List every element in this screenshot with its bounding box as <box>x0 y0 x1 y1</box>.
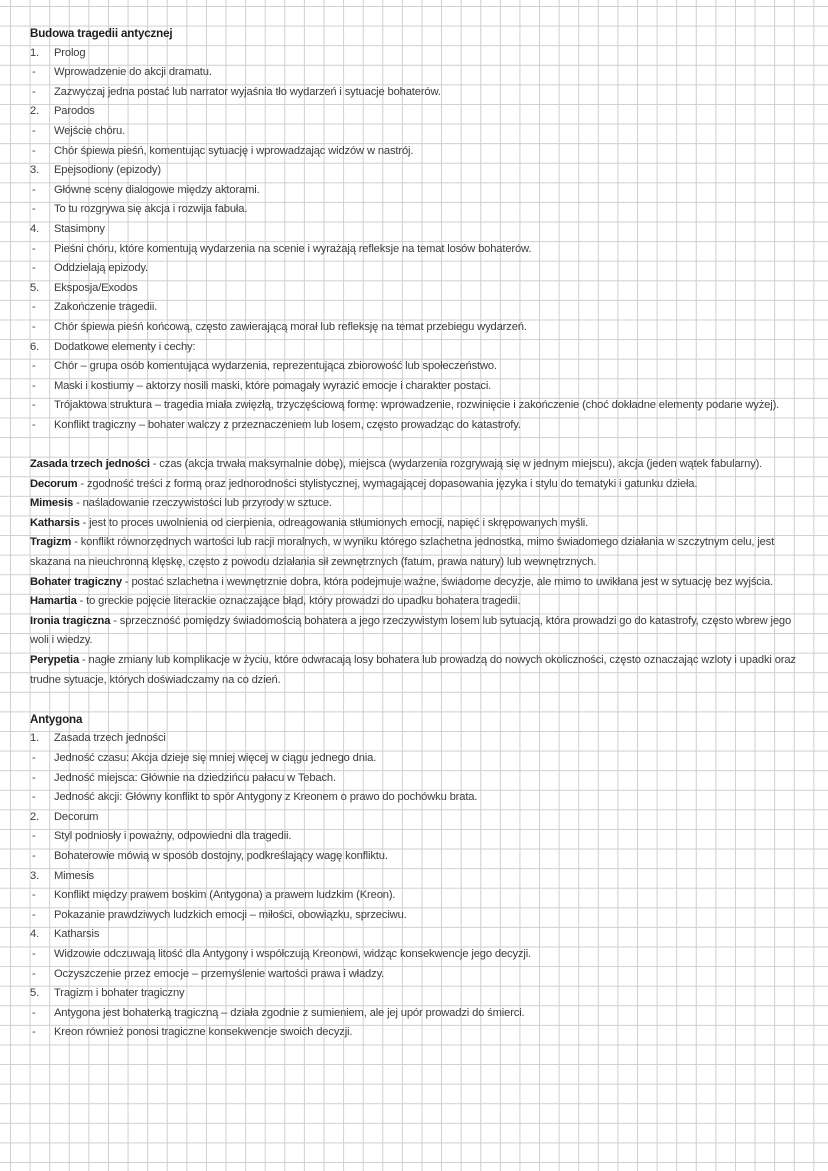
definition-bohater-tragiczny <box>30 573 810 593</box>
item-label: Zasada trzech jedności <box>54 732 166 745</box>
section2-item-mimesis: 3. Mimesis - Konflikt między prawem boskim (Antygona) a prawem ludzkim (Kreon). - Pokazanie prawdziwych ludzkich emocji – miłości, obowiązku, sprzeciwu. <box>30 867 810 926</box>
definition-text: - zgodność treści z formą oraz jednorodności stylistycznej, wymagającej dopasowania języka i stylu do tematyki i gatunku dzieła. <box>77 477 698 490</box>
list-item: Wprowadzenie do akcji dramatu. <box>54 66 212 79</box>
section2-item-katharsis: 4. Katharsis - Widzowie odczuwają litość dla Antygony i współczują Kreonowi, widząc konsekwencje jego decyzji. - Oczyszczenie przez emocje – przemyślenie wartości prawa i władzy. <box>30 925 810 984</box>
definition-perypetia <box>30 651 810 690</box>
list-item: Chór śpiewa pieśń, komentując sytuację i wprowadzając widzów w nastrój. <box>54 144 414 157</box>
item-number: 2. <box>30 810 40 823</box>
item-number: 4. <box>30 928 40 941</box>
list-item: Trójaktowa struktura – tragedia miała zwięzłą, trzyczęściową formę: wprowadzenie, rozwinięcie i zakończenie (choć dokładne elementy podane wyżej). <box>54 399 780 412</box>
definition-term: Hamartia <box>30 595 77 608</box>
item-number: 4. <box>30 222 40 235</box>
item-label: Eksposja/Exodos <box>54 281 138 294</box>
definitions <box>30 455 810 690</box>
item-number: 3. <box>30 164 40 177</box>
item-number: 2. <box>30 105 40 118</box>
definition-decorum <box>30 475 810 495</box>
definition-term: Ironia tragiczna <box>30 614 111 627</box>
definition-term: Zasada trzech jedności <box>30 458 150 471</box>
list-item: To tu rozgrywa się akcja i rozwija fabuła. <box>54 203 248 216</box>
section-title-antygona: Antygona <box>30 712 83 726</box>
definition-katharsis <box>30 514 810 534</box>
list-item: Widzowie odczuwają litość dla Antygony i współczują Kreonowi, widząc konsekwencje jego decyzji. <box>54 947 531 960</box>
list-item: Oddzielają epizody. <box>54 262 148 275</box>
definition-mimesis <box>30 494 810 514</box>
section1-item-stasimony: 4. Stasimony - Pieśni chóru, które komentują wydarzenia na scenie i wyrażają refleksje na temat losów bohaterów. - Oddzielają epizody. <box>30 220 810 279</box>
definition-term: Bohater tragiczny <box>30 575 122 588</box>
list-item: Konflikt tragiczny – bohater walczy z przeznaczeniem lub losem, często prowadząc do katastrofy. <box>54 418 521 431</box>
notes-page <box>30 24 810 1043</box>
definition-text: - sprzeczność pomiędzy świadomością bohatera a jego rzeczywistym losem lub sytuacją, która prowadzi go do katastrofy, często wbrew jego woli i wiedzy. <box>30 614 792 647</box>
list-item: Maski i kostiumy – aktorzy nosili maski, które pomagały wyrazić emocje i charakter postaci. <box>54 379 492 392</box>
section2-item-decorum: 2. Decorum - Styl podniosły i poważny, odpowiedni dla tragedii. - Bohaterowie mówią w sposób dostojny, podkreślający wagę konfliktu. <box>30 808 810 867</box>
definition-text: - postać szlachetna i wewnętrznie dobra, która podejmuje ważne, świadome decyzje, ale mimo to uwikłana jest w sytuację bez wyjścia. <box>121 575 774 588</box>
definition-term: Mimesis <box>30 497 74 510</box>
list-item: Zazwyczaj jedna postać lub narrator wyjaśnia tło wydarzeń i sytuacje bohaterów. <box>54 85 441 98</box>
definition-text: - jest to proces uwolnienia od cierpienia, odreagowania stłumionych emocji, napięć i skrępowanych myśli. <box>79 516 589 529</box>
list-item: Pokazanie prawdziwych ludzkich emocji – miłości, obowiązku, sprzeciwu. <box>54 908 407 921</box>
list-item: Wejście chóru. <box>54 124 126 137</box>
section2-item-zasada: 1. Zasada trzech jedności - Jedność czasu: Akcja dzieje się mniej więcej w ciągu jednego dnia. - Jedność miejsca: Głównie na dziedzińcu pałacu w Tebach. - Jedność akcji: Główny konflikt to spór Antygony z Kreonem o prawo do pochówku brata. <box>30 729 810 807</box>
item-label: Parodos <box>54 105 95 118</box>
definition-text: - to greckie pojęcie literackie oznaczające błąd, który prowadzi do upadku bohatera tragedii. <box>76 595 521 608</box>
section1-item-parodos: 2. Parodos - Wejście chóru. - Chór śpiewa pieśń, komentując sytuację i wprowadzając widzów w nastrój. <box>30 102 810 161</box>
list-item: Antygona jest bohaterką tragiczną – działa zgodnie z sumieniem, ale jej upór prowadzi do śmierci. <box>54 1006 525 1019</box>
section2-item-tragizm: 5. Tragizm i bohater tragiczny - Antygona jest bohaterką tragiczną – działa zgodnie z sumieniem, ale jej upór prowadzi do śmierci. - Kreon również ponosi tragiczne konsekwencje swoich decyzji. <box>30 984 810 1043</box>
definition-hamartia <box>30 592 810 612</box>
definition-term: Katharsis <box>30 516 80 529</box>
list-item: Konflikt między prawem boskim (Antygona) a prawem ludzkim (Kreon). <box>54 889 396 902</box>
item-number: 5. <box>30 987 40 1000</box>
item-label: Mimesis <box>54 869 94 882</box>
item-label: Tragizm i bohater tragiczny <box>54 987 185 1000</box>
item-number: 3. <box>30 869 40 882</box>
definition-ironia-tragiczna <box>30 612 810 651</box>
section1-item-eksposja: 5. Eksposja/Exodos - Zakończenie tragedii. - Chór śpiewa pieśń końcową, często zawierającą morał lub refleksję na temat przebiegu wydarzeń. <box>30 279 810 338</box>
item-number: 1. <box>30 732 40 745</box>
section1-item-epejsodiony: 3. Epejsodiony (epizody) - Główne sceny dialogowe między aktorami. - To tu rozgrywa się akcja i rozwija fabuła. <box>30 161 810 220</box>
list-item: Główne sceny dialogowe między aktorami. <box>54 183 260 196</box>
definition-tragizm <box>30 533 810 572</box>
list-item: Jedność miejsca: Głównie na dziedzińcu pałacu w Tebach. <box>54 771 336 784</box>
list-item: Chór śpiewa pieśń końcową, często zawierającą morał lub refleksję na temat przebiegu wydarzeń. <box>54 320 527 333</box>
list-item: Styl podniosły i poważny, odpowiedni dla tragedii. <box>54 830 292 843</box>
section1-item-dodatkowe: 6. Dodatkowe elementy i cechy: - Chór – grupa osób komentująca wydarzenia, reprezentująca zbiorowość lub społeczeństwo. - Maski i kostiumy – aktorzy nosili maski, które pomagały wyrazić emocje i charakter postaci. - Trójaktowa struktura – tragedia miała zwięzłą, trzyczęściową formę: wprowadzenie, rozwinięcie i zakończenie (choć dokładne elementy podane wyżej). - Konflikt tragiczny – bohater walczy z przeznaczeniem lub losem, często prowadząc do katastrofy. <box>30 338 810 436</box>
definition-term: Perypetia <box>30 654 80 666</box>
section-title-budowa: Budowa tragedii antycznej <box>30 27 173 40</box>
definition-text: - czas (akcja trwała maksymalnie dobę), miejsca (wydarzenia rozgrywają się w jednym miejscu), akcja (jeden wątek fabularny). <box>149 458 763 471</box>
definition-zasada-trzech-jednosci <box>30 455 810 475</box>
definition-text: - konflikt równorzędnych wartości lub racji moralnych, w wyniku którego szlachetna jednostka, mimo świadomego działania w szczytnym celu, jest skazana na nieuchronną klęskę, często z powodu działania sił zewnętrznych (fatum, prawa natury) lub wewnętrznych. <box>30 536 775 569</box>
definition-text: - naśladowanie rzeczywistości lub przyrody w sztuce. <box>73 497 332 510</box>
list-item: Chór – grupa osób komentująca wydarzenia, reprezentująca zbiorowość lub społeczeństwo. <box>54 360 497 373</box>
list-item: Oczyszczenie przez emocje – przemyślenie wartości prawa i władzy. <box>54 967 385 980</box>
list-item: Jedność czasu: Akcja dzieje się mniej więcej w ciągu jednego dnia. <box>54 751 377 764</box>
list-item: Kreon również ponosi tragiczne konsekwencje swoich decyzji. <box>54 1026 353 1039</box>
list-item: Pieśni chóru, które komentują wydarzenia na scenie i wyrażają refleksje na temat losów bohaterów. <box>54 242 532 255</box>
item-label: Prolog <box>54 46 86 59</box>
list-item: Bohaterowie mówią w sposób dostojny, podkreślający wagę konfliktu. <box>54 849 388 862</box>
definition-term: Decorum <box>30 477 78 490</box>
item-label: Epejsodiony (epizody) <box>54 164 161 177</box>
item-number: 5. <box>30 281 40 294</box>
item-label: Decorum <box>54 810 99 823</box>
item-number: 1. <box>30 46 40 59</box>
definition-text: - nagłe zmiany lub komplikacje w życiu, które odwracają losy bohatera lub prowadzą do nowych okoliczności, często oznaczając wzloty i upadki oraz trudne sytuacje, których doświadczamy na co dzień. <box>30 654 796 686</box>
item-label: Katharsis <box>54 928 100 941</box>
item-label: Stasimony <box>54 222 105 235</box>
item-label: Dodatkowe elementy i cechy: <box>54 340 196 353</box>
item-number: 6. <box>30 340 40 353</box>
definition-term: Tragizm <box>30 536 72 549</box>
list-item: Zakończenie tragedii. <box>54 301 158 314</box>
section1-item-prolog: 1. Prolog - Wprowadzenie do akcji dramatu. - Zazwyczaj jedna postać lub narrator wyjaśnia tło wydarzeń i sytuacje bohaterów. <box>30 44 810 103</box>
list-item: Jedność akcji: Główny konflikt to spór Antygony z Kreonem o prawo do pochówku brata. <box>54 791 478 804</box>
